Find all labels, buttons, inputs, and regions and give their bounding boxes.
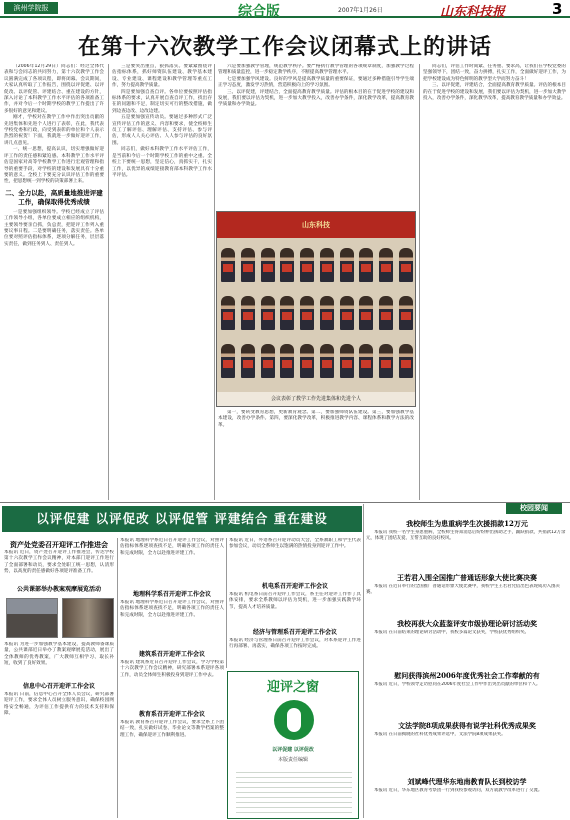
article-photo (62, 598, 114, 638)
article-headline: 信息中心召开迎评工作会议 (22, 683, 95, 690)
photo-people-row (221, 248, 413, 282)
news-body: 本报讯 我校一名学生身患重病，全校师生得知消息后纷纷伸出援助之手，踊跃捐款，共捐款12万余元，体现了团结友爱、互帮互助的良好校风。 (366, 530, 566, 541)
column-divider (419, 64, 420, 500)
lower-banner: 以评促建 以评促改 以评促管 评建结合 重在建设 (2, 506, 362, 532)
paragraph: 一是要加强组织领导。学校已经成立了评估工作领导小组，各单位要成立相应的组织机构，主要领导要亲自抓，负总责，把迎评工作列入重要议事日程。二是要明确任务，落实责任。各单位要对照评估指标体系，逐项分解任务，层层落实责任，做到任务到人、责任到人。 (4, 209, 104, 247)
section-subhead: 二、全力以赴，高质量地推进评建工作，确保取得优秀成绩 (5, 188, 103, 206)
paragraph: 三、以评促建，评建结合，全面提高教育教学质量。评估的根本目的在于促进学校的建设和发展，我们要以评估为契机，进一步加大教学投入，改善办学条件，深化教学改革，提高教育教学质量和办学效益。 (423, 83, 566, 102)
page-header (0, 0, 570, 18)
article-headline: 资产处党委召开迎评工作推进会 (10, 540, 108, 549)
speech-column-1 (4, 64, 104, 500)
award-ceremony-photo (216, 211, 416, 407)
column-logo-box (227, 671, 359, 819)
news-headline: 慰问获得滨州2006年度优秀社会工作奉献的有 (394, 671, 540, 680)
article-body: 本报讯 机电系日前召开迎评工作会议，系主任对迎评工作作了具体安排，要求全系教师以评估为契机，进一步加强实践教学环节，提高人才培养质量。 (229, 592, 361, 610)
photo-caption: 会议表彰了教学工作先进集体和先进个人 (217, 392, 415, 406)
paper-logo: 滨州学院报 (4, 2, 58, 14)
article-body: 本报讯 日前，信息中心召开全体人员会议，研究部署迎评工作，要求全体人员树立服务意识，确保校园网络安全畅通，为评估工作提供有力的技术支持和保障。 (4, 692, 114, 717)
news-section-tag: 校园要闻 (506, 503, 562, 514)
paragraph: （2006年12月29日）同志们：经过全体代表和与会同志的共同努力，第十六次教学工作会议圆满完成了各项议程，即将闭幕。会议期间，大家认真听取了工作报告，围绕以评促建、以评促改、以评促管、评建结合、重在建设的方针，深入讨论了本科教学工作水平评估的各项准备工作，并对今后一个时期学校的教学工作提出了许多很好的意见和建议。 (4, 64, 104, 114)
article-headline: 地理科学系召开迎评工作会议 (132, 591, 211, 598)
photo-people-row (221, 296, 413, 330)
photo-people-row (221, 344, 413, 378)
paragraph: 同志们，评估工作时间紧、任务重、要求高，让我们在学校党委的坚强领导下，团结一致，奋力拼搏，扎实工作，全面做好迎评工作，为把学校建设成为特色鲜明的教学型大学而努力奋斗！ (423, 64, 566, 82)
paragraph: 刚才，学校对在教学工作中作出突出贡献的先进集体和先进个人进行了表彰，在此，我代表学校党委和行政，向受到表彰的单位和个人表示热烈的祝贺！下面，我就进一步做好迎评工作，讲几点意见。 (4, 115, 104, 146)
speech-column-4 (423, 64, 566, 500)
column-divider (108, 64, 109, 500)
news-body: 本报讯 近日，学校领导走访慰问在2006年度社会工作中作出突出贡献的单位和个人。 (374, 682, 541, 687)
article-headline: 教育系召开迎评工作会议 (138, 711, 205, 718)
column-logo-credit: 本版责任编辑 (277, 757, 308, 763)
column-divider (117, 538, 118, 818)
article-headline: 建筑系召开迎评工作会议 (138, 651, 205, 658)
article-headline: 经济与管理系召开迎评工作会议 (252, 629, 337, 636)
main-headline: 在第十六次教学工作会议闭幕式上的讲话 (77, 34, 492, 60)
article-headline: 公共课部举办教案观摩展览活动 (16, 586, 101, 593)
column-emblem-icon (274, 700, 314, 740)
news-headline: 王若君入围全国推广普通话形象大使比赛决赛 (397, 573, 537, 582)
news-headline: 我校再获大众蓝鉴评安市级协理论研讨活动奖 (397, 619, 537, 628)
paragraph: 七是要加强学风建设。良好的学风是提高教学质量的重要保证，要通过多种措施引导学生端正学习态度，激发学习热情，营造积极向上的学习氛围。 (218, 76, 414, 89)
column-logo-subtitle: 以评促建 以评促改 (272, 747, 314, 753)
column-divider (214, 64, 215, 500)
news-headline: 我校师生为患重病学生次援捐款12万元 (406, 519, 528, 528)
page-number: 3 (552, 0, 563, 18)
paragraph: 一、统一思想，提高认识，切实增强做好迎评工作的责任感和紧迫感。本科教学工作水平评估是国家对高等学校教学工作进行宏观管理和指导的重要手段，对学校的建设和发展具有十分重要的意义。全校上下要充分认识评估工作的重要性，把思想统一到学校的决策部署上来。 (4, 147, 104, 185)
speech-column-3 (218, 64, 414, 206)
news-body: 本报讯 近日，华东地区教育考察团一行到我校参观访问，双方就教学改革进行了交流。 (374, 788, 543, 793)
issue-date: 2007年1月26日 (338, 7, 383, 14)
paragraph: 四是要加强自查自评。各单位要按照评估指标体系的要求，认真开展自查自评工作，找出存在的问题和不足，制定切实可行的整改措施，做到边查边改、边改边建。 (112, 89, 212, 114)
article-body: 本报讯 经济与管理系日前召开迎评工作会议，对本系迎评工作进行再部署、再落实，确保各项工作按时完成。 (229, 638, 361, 650)
article-body: 本报讯 近日，外语系召开迎评动员大会，全系教职工和学生代表参加会议，动员全系师生以饱满的热情投身到迎评工作中。 (229, 538, 361, 550)
news-body: 本报讯 在日前结束的理论研讨活动中，我校多篇论文获奖，学校获优秀组织奖。 (374, 630, 530, 635)
news-body: 本报讯 在近日举行的全国推广普通话形象大使比赛中，我校学生王若君凭借出色表现成功入围决赛。 (366, 584, 560, 595)
section-title: 综合版 (238, 4, 280, 20)
paragraph: 三、以评促建，评建结合，全面提高教育教学质量。评估的根本目的在于促进学校的建设和发展，我们要以评估为契机，进一步加大教学投入，改善办学条件，深化教学改革，提高教育教学质量和办学效益。 (218, 89, 414, 108)
decorative-lines (236, 768, 352, 816)
column-logo-title: 迎评之窗 (266, 680, 319, 695)
masthead: 山东科技报 (440, 5, 506, 20)
photo-banner-text: 山东科技 (217, 212, 415, 238)
article-photo (6, 598, 58, 638)
paragraph: 同志们，做好本科教学工作水平评估工作，是当前和今后一个时期学校工作的重中之重。全校上下要统一思想，坚定信心，真抓实干，扎实工作，以优异的成绩迎接教育部本科教学工作水平评估。 (112, 147, 212, 178)
speech-column-2 (112, 64, 212, 500)
speech-column-3b (218, 410, 414, 500)
article-body: 本报讯 建筑系近日召开迎评工作会议，学习学校第十六次教学工作会议精神，研究部署本系迎评各项工作，动员全体师生积极投身到迎评工作中去。 (120, 660, 224, 678)
campus-news-panel (366, 503, 568, 818)
article-body: 本报讯 地理科学系近日召开迎评工作会议，对照评估指标体系逐项查找不足，明确各项工作的责任人和完成时限，全力以赴推进评建工作。 (120, 600, 224, 618)
paragraph: 五是要加强宣传动员。要通过多种形式广泛宣传评估工作的意义、内容和要求，使全校师生员工了解评估、理解评估、支持评估、参与评估，形成人人关心评估、人人参与评估的良好氛围。 (112, 115, 212, 146)
news-headline: 文法学院8项成果获得有说学社科优秀成果奖 (398, 721, 536, 730)
article-body: 本报讯 为进一步加强教学基本建设，提高教师备课质量，公共课部近日举办了教案观摩展览活动，展出了全体教师的优秀教案，广大教师互相学习、取长补短，收到了良好效果。 (4, 642, 114, 667)
article-headline: 机电系召开迎评工作会议 (261, 583, 328, 590)
paragraph: 三是要突出重点，狠抓落实。要紧紧围绕评估指标体系，抓好师资队伍建设、教学基本建设、专业建设、课程建设和教学管理等重点工作，努力提高教学质量。 (112, 64, 212, 89)
column-divider (226, 538, 227, 668)
article-body: 本报讯 近日，资产处召开迎评工作推进会，传达学校第十六次教学工作会议精神，对本部门迎评工作进行了全面部署和动员，要求全处职工统一思想，认清形势，以高度的责任感做好各项迎评准备工作。 (4, 550, 114, 575)
news-headline: 刘斌峰代理华东地南教育队长到校访学 (407, 777, 527, 786)
article-body: 本报讯 地理科学系近日召开迎评工作会议，对照评估指标体系逐项查找不足，明确各项工作的责任人和完成时限，全力以赴推进评建工作。 (120, 538, 224, 556)
column-divider (363, 504, 364, 818)
news-body: 本报讯 在日前揭晓的社科优秀成果评选中，文法学院8项成果获奖。 (374, 732, 506, 737)
paragraph: 第一，要转变教育思想，更新教育观念。第二，要加强师资队伍建设。第三，要加强教学基本建设，改善办学条件。第四，要深化教学改革，积极推进教学内容、课程体系和教学方法的改革。 (218, 410, 414, 428)
paragraph: 六是要加强教学管理，规范教学秩序。要严格执行教学管理的各项规章制度，加强教学过程管理和质量监控，进一步稳定教学秩序，不断提高教学管理水平。 (218, 64, 414, 76)
article-body: 本报讯 教育系召开迎评工作会议，要求全系上下团结一致，扎实做好试卷、毕业论文等教学档案的整理工作，确保迎评工作顺利推进。 (120, 720, 224, 738)
